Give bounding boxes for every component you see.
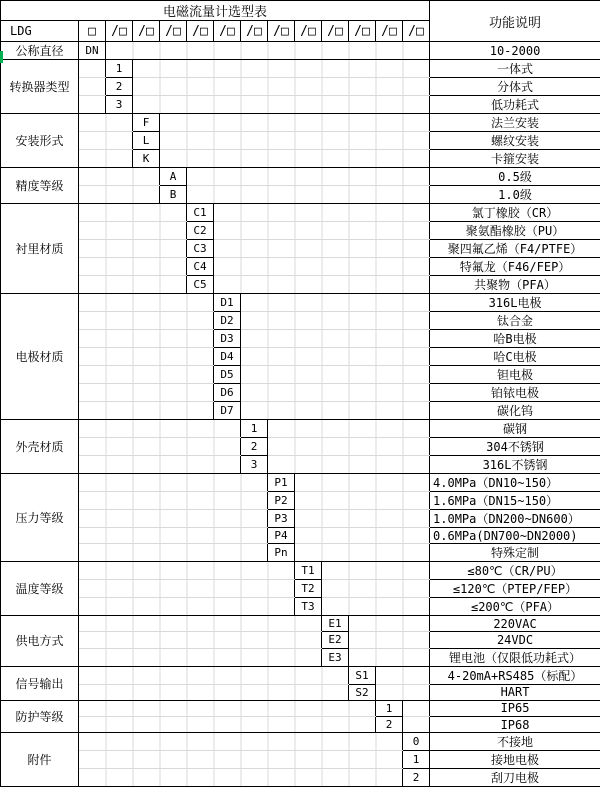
description-cell: 聚四氟乙烯（F4/PTFE） [430,240,600,258]
description-cell: 220VAC [430,616,600,632]
code-cell: 3 [241,456,268,474]
code-cell: 3 [106,96,133,114]
filler-cell [79,276,187,294]
filler-cell [79,751,403,769]
code-cell: 2 [106,78,133,96]
filler-cell [187,186,430,204]
filler-cell [79,60,106,78]
code-cell: DN [79,42,106,60]
table-row [1,616,600,632]
filler-cell [349,616,430,632]
table-row [1,330,600,348]
filler-cell [376,666,430,684]
table-row [1,632,600,648]
table-row [1,384,600,402]
table-row [1,700,600,716]
description-cell: 316L不锈钢 [430,456,600,474]
filler-cell [268,438,430,456]
table-row [1,456,600,474]
filler-cell [79,222,187,240]
excel-flag-marker [0,51,3,63]
filler-cell [79,733,403,751]
code-cell: D7 [214,402,241,420]
model-code-box: /□ [268,21,295,42]
table-row [1,258,600,276]
code-cell: E1 [322,616,349,632]
code-cell: D5 [214,366,241,384]
table-row [1,544,600,562]
filler-cell [241,384,430,402]
description-cell: ≤120℃（PTEP/FEP） [430,580,600,598]
description-cell: ≤80℃（CR/PU） [430,562,600,580]
table-row [1,598,600,616]
table-row [1,716,600,732]
description-cell: 一体式 [430,60,600,78]
description-cell: 4-20mA+RS485（标配） [430,666,600,684]
description-cell: 24VDC [430,632,600,648]
description-cell: 4.0MPa（DN10~150） [430,474,600,492]
description-cell: 哈C电极 [430,348,600,366]
description-cell: 卡箍安装 [430,150,600,168]
filler-cell [79,150,133,168]
code-cell: D6 [214,384,241,402]
filler-cell [79,348,214,366]
table-row [1,96,600,114]
filler-cell [79,258,187,276]
filler-cell [79,648,322,666]
code-cell: 2 [241,438,268,456]
filler-cell [79,456,241,474]
filler-cell [133,78,430,96]
filler-cell [79,204,187,222]
table-row [1,186,600,204]
filler-cell [79,616,322,632]
filler-cell [241,294,430,312]
code-cell: P4 [268,528,295,544]
filler-cell [79,240,187,258]
description-cell: 共聚物（PFA） [430,276,600,294]
description-cell: 聚氨酯橡胶（PU） [430,222,600,240]
filler-cell [79,384,214,402]
code-cell: P3 [268,510,295,528]
filler-cell [79,700,376,716]
code-cell: C2 [187,222,214,240]
description-cell: 氯丁橡胶（CR） [430,204,600,222]
table-row [1,348,600,366]
table-row [1,769,600,787]
model-code-box: /□ [322,21,349,42]
description-cell: 304不锈钢 [430,438,600,456]
filler-cell [79,666,349,684]
code-cell: 1 [376,700,403,716]
table-row [1,60,600,78]
table-title: 电磁流量计选型表 [1,1,430,21]
code-cell: T2 [295,580,322,598]
filler-cell [295,544,430,562]
table-row [1,222,600,240]
filler-cell [268,456,430,474]
table-row [1,240,600,258]
filler-cell [79,632,322,648]
filler-cell [79,294,214,312]
filler-cell [79,402,214,420]
code-cell: D2 [214,312,241,330]
description-cell: 0.5级 [430,168,600,186]
filler-cell [79,312,214,330]
category-cell: 电极材质 [1,294,79,420]
selection-body [1,42,600,787]
table-row [1,666,600,684]
code-cell: E2 [322,632,349,648]
table-row [1,402,600,420]
code-cell: C5 [187,276,214,294]
table-row [1,150,600,168]
code-cell: C3 [187,240,214,258]
filler-cell [322,562,430,580]
code-cell: 0 [403,733,430,751]
category-cell: 精度等级 [1,168,79,204]
table-row [1,132,600,150]
code-cell: 1 [106,60,133,78]
description-cell: 1.6MPa（DN15~150） [430,492,600,510]
table-row [1,204,600,222]
filler-cell [268,420,430,438]
code-cell: 2 [403,769,430,787]
table-row [1,492,600,510]
filler-cell [79,330,214,348]
code-cell: E3 [322,648,349,666]
model-prefix-label: LDG [1,21,79,42]
filler-cell [133,60,430,78]
filler-cell [295,492,430,510]
category-cell: 转换器类型 [1,60,79,114]
description-cell: 铂铱电极 [430,384,600,402]
description-cell: 碳化钨 [430,402,600,420]
model-code-box: /□ [376,21,403,42]
table-row [1,648,600,666]
code-cell: T1 [295,562,322,580]
description-cell: 1.0MPa（DN200~DN600） [430,510,600,528]
description-cell: 钽电极 [430,366,600,384]
filler-cell [241,312,430,330]
filler-cell [295,528,430,544]
description-cell: 锂电池（仅限低功耗式） [430,648,600,666]
table-row [1,42,600,60]
filler-cell [160,150,430,168]
filler-cell [187,168,430,186]
filler-cell [79,78,106,96]
filler-cell [349,632,430,648]
table-row [1,312,600,330]
code-cell: L [133,132,160,150]
category-cell: 供电方式 [1,616,79,666]
code-cell: 1 [403,751,430,769]
description-cell: 1.0级 [430,186,600,204]
table-row [1,751,600,769]
filler-cell [322,598,430,616]
code-cell: P1 [268,474,295,492]
model-code-box: /□ [295,21,322,42]
category-cell: 衬里材质 [1,204,79,294]
description-cell: 刮刀电极 [430,769,600,787]
table-row [1,684,600,700]
filler-cell [214,222,430,240]
table-row [1,276,600,294]
description-cell: ≤200℃（PFA） [430,598,600,616]
table-row [1,580,600,598]
table-row [1,420,600,438]
model-code-box: /□ [133,21,160,42]
code-cell: 2 [376,716,403,732]
filler-cell [79,96,106,114]
table-row [1,733,600,751]
filler-cell [214,276,430,294]
filler-cell [295,510,430,528]
description-cell: 特殊定制 [430,544,600,562]
category-cell: 公称直径 [1,42,79,60]
filler-cell [160,114,430,132]
category-cell: 温度等级 [1,562,79,616]
filler-cell [376,684,430,700]
filler-cell [79,132,133,150]
category-cell: 外壳材质 [1,420,79,474]
category-cell: 安装形式 [1,114,79,168]
filler-cell [160,132,430,150]
filler-cell [403,716,430,732]
table-row [1,294,600,312]
description-cell: 316L电极 [430,294,600,312]
model-code-box: /□ [214,21,241,42]
code-cell: D1 [214,294,241,312]
description-cell: 碳钢 [430,420,600,438]
code-cell: S1 [349,666,376,684]
filler-cell [79,114,133,132]
model-code-box: /□ [349,21,376,42]
category-cell: 压力等级 [1,474,79,562]
description-cell: 10-2000 [430,42,600,60]
filler-cell [214,240,430,258]
table-row [1,510,600,528]
table-row [1,168,600,186]
code-cell: T3 [295,598,322,616]
code-cell: C4 [187,258,214,276]
table-row [1,562,600,580]
code-cell: P2 [268,492,295,510]
description-cell: IP65 [430,700,600,716]
filler-cell [79,168,160,186]
model-code-box: /□ [403,21,430,42]
code-cell: F [133,114,160,132]
table-row [1,114,600,132]
filler-cell [241,330,430,348]
description-cell: 特氟龙（F46/FEP） [430,258,600,276]
filler-cell [79,716,376,732]
description-cell: 法兰安装 [430,114,600,132]
filler-cell [79,562,295,580]
code-cell: S2 [349,684,376,700]
filler-cell [79,544,268,562]
filler-cell [241,366,430,384]
function-column-header: 功能说明 [430,1,600,42]
filler-cell [79,186,160,204]
filler-cell [79,492,268,510]
filler-cell [403,700,430,716]
code-cell: C1 [187,204,214,222]
code-cell: 1 [241,420,268,438]
category-cell: 附件 [1,733,79,787]
filler-cell [79,598,295,616]
filler-cell [214,204,430,222]
description-cell: 螺纹安装 [430,132,600,150]
filler-cell [79,474,268,492]
filler-cell [79,684,349,700]
filler-cell [79,420,241,438]
filler-cell [79,580,295,598]
table-row [1,528,600,544]
filler-cell [241,348,430,366]
category-cell: 信号输出 [1,666,79,700]
filler-cell [79,528,268,544]
table-row [1,474,600,492]
table-row [1,366,600,384]
title-row [1,1,600,21]
code-cell: D4 [214,348,241,366]
filler-cell [322,580,430,598]
filler-cell [79,769,403,787]
description-cell: 哈B电极 [430,330,600,348]
category-cell: 防护等级 [1,700,79,732]
description-cell: HART [430,684,600,700]
description-cell: 接地电极 [430,751,600,769]
table-row [1,78,600,96]
table-row [1,438,600,456]
filler-cell [79,438,241,456]
description-cell: 0.6MPa(DN700~DN2000) [430,528,600,544]
model-code-box: /□ [160,21,187,42]
filler-cell [79,366,214,384]
description-cell: 低功耗式 [430,96,600,114]
model-code-box: /□ [241,21,268,42]
code-cell: K [133,150,160,168]
description-cell: 钛合金 [430,312,600,330]
filler-cell [349,648,430,666]
filler-cell [106,42,430,60]
description-cell: IP68 [430,716,600,732]
filler-cell [295,474,430,492]
code-cell: Pn [268,544,295,562]
filler-cell [214,258,430,276]
code-cell: B [160,186,187,204]
description-cell: 不接地 [430,733,600,751]
model-code-box: □ [79,21,106,42]
code-cell: A [160,168,187,186]
description-cell: 分体式 [430,78,600,96]
filler-cell [79,510,268,528]
model-code-box: /□ [106,21,133,42]
code-cell: D3 [214,330,241,348]
filler-cell [241,402,430,420]
filler-cell [133,96,430,114]
model-code-box: /□ [187,21,214,42]
